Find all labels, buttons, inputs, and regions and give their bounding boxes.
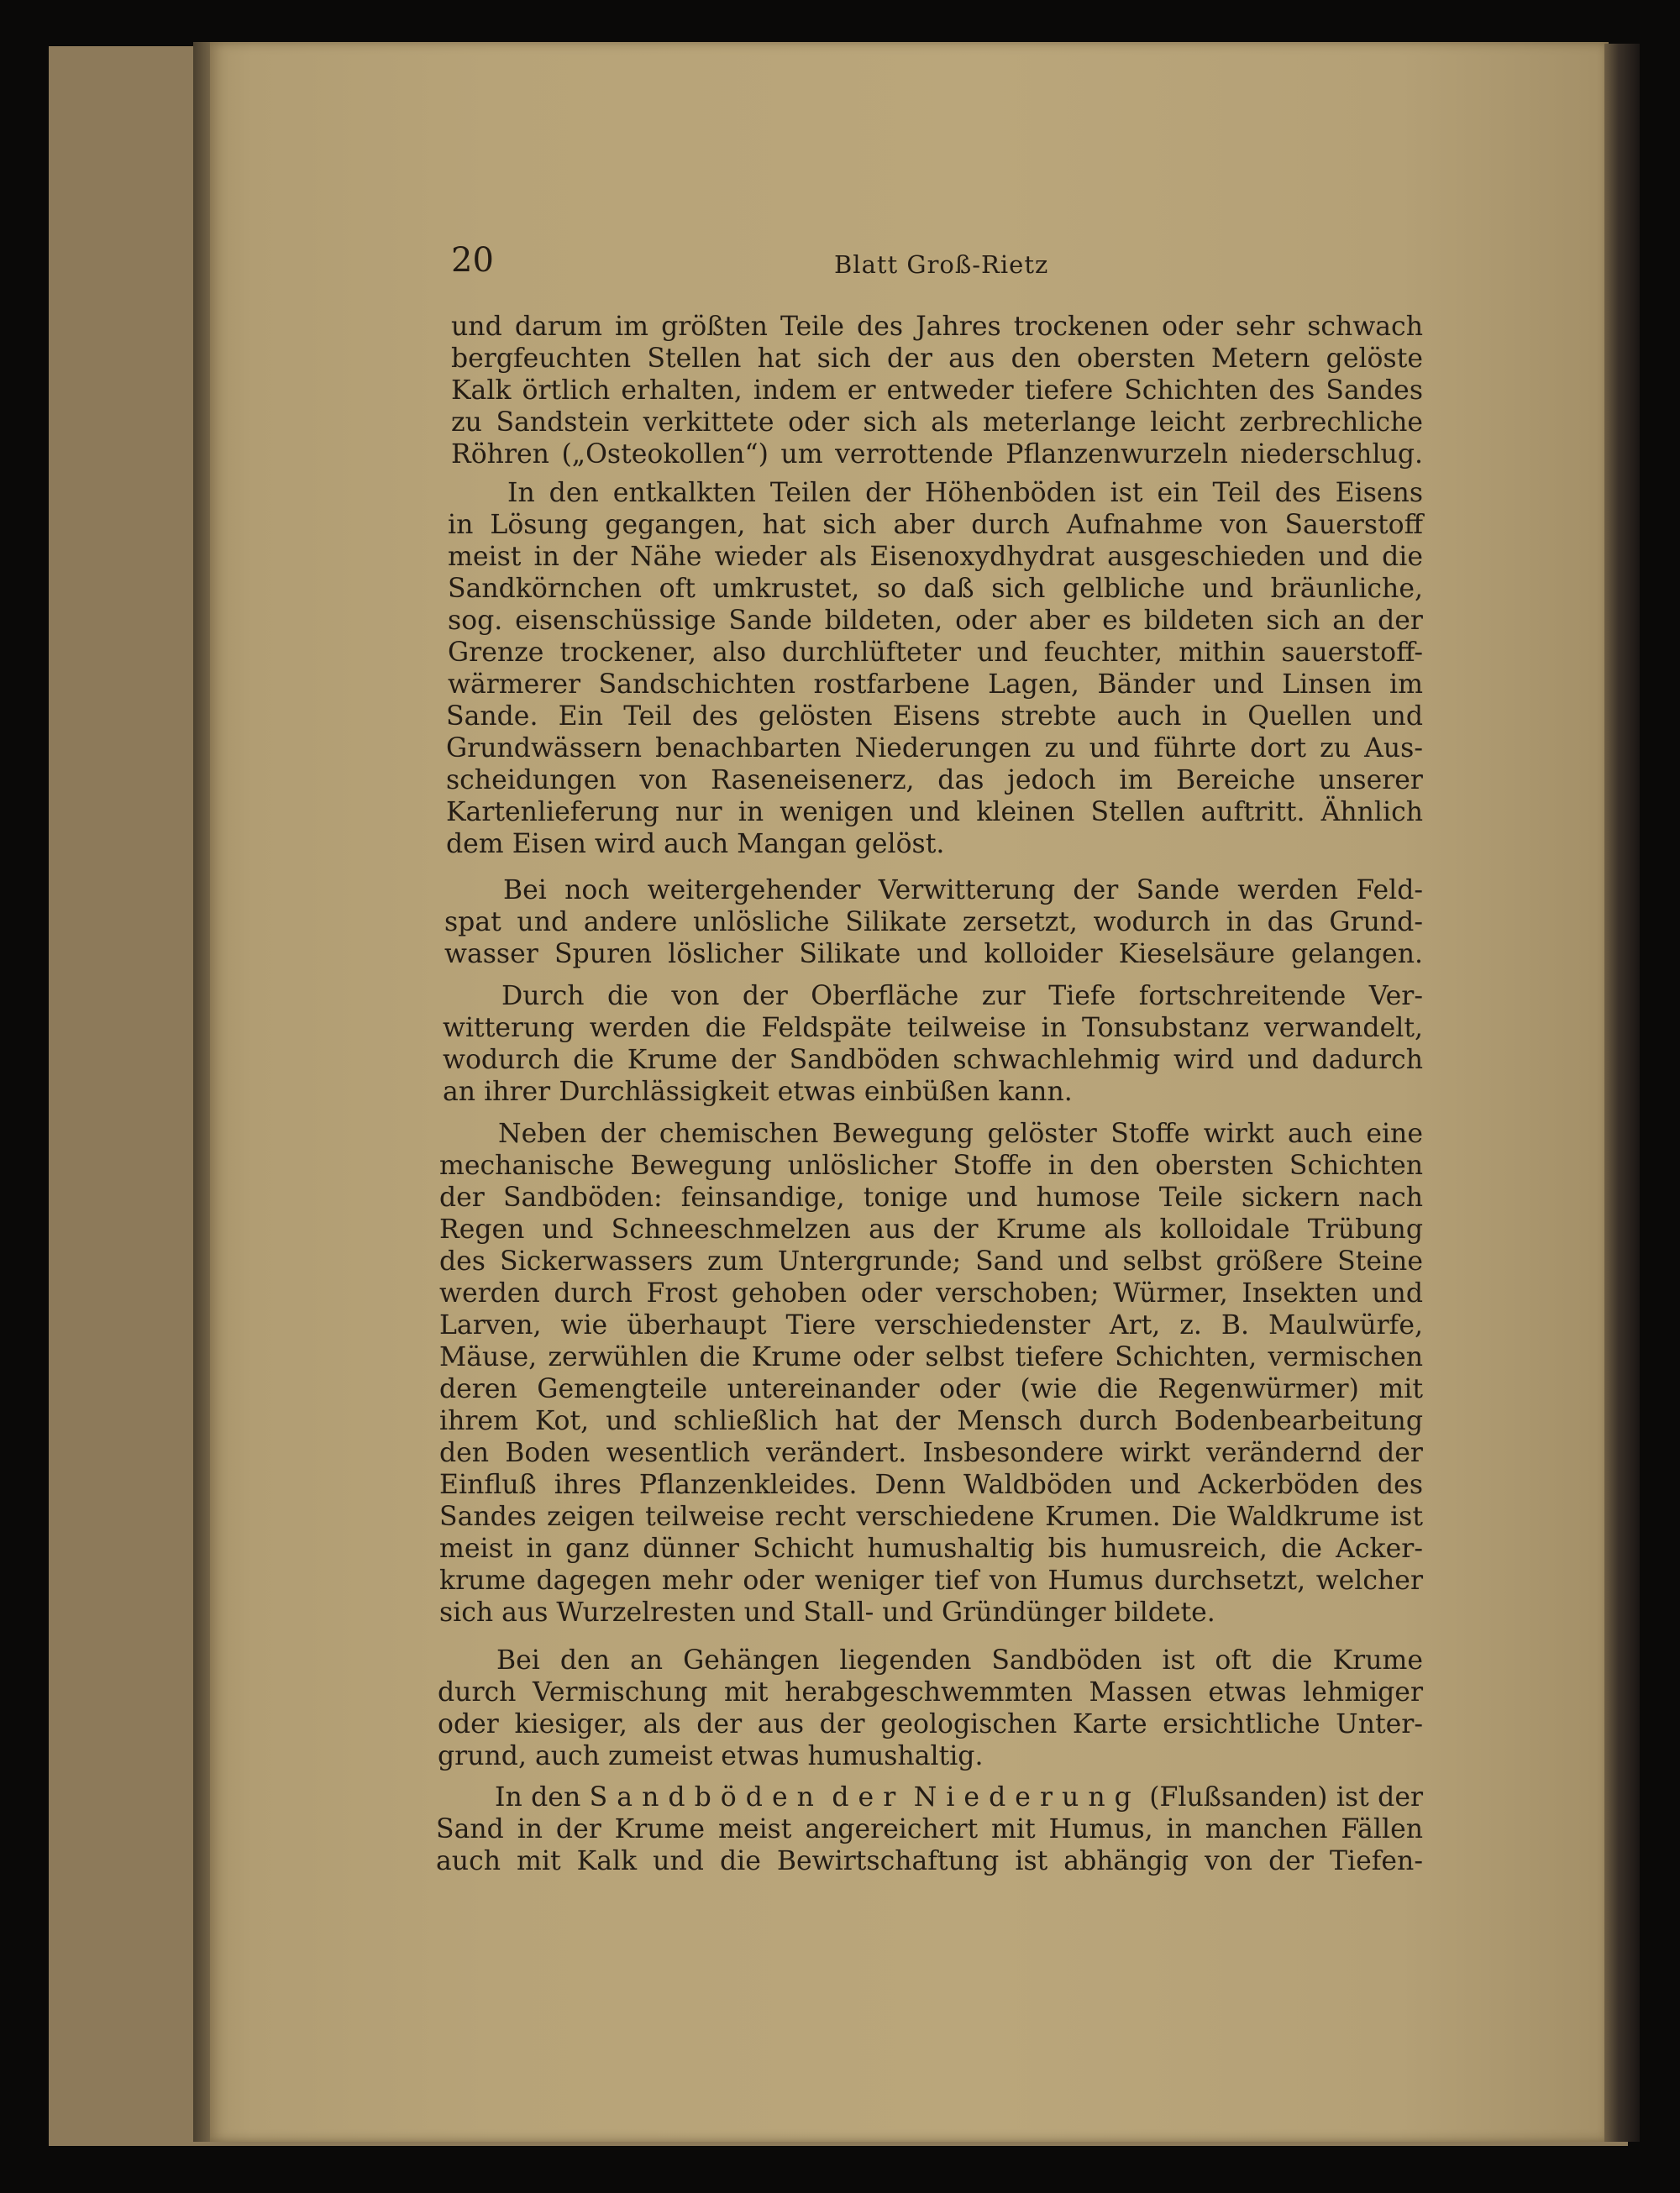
text-line: Sand in der Krume meist angereichert mit Humus, in manchen Fällen [436, 1814, 1423, 1844]
running-title: Blatt Groß-Rietz [834, 250, 1049, 279]
text-line: der Sandböden: feinsandige, tonige und humose Teile sickern nach [439, 1183, 1423, 1213]
spaced-term: der [832, 1782, 906, 1813]
text-line: krume dagegen mehr oder weniger tief von Humus durchsetzt, welcher [439, 1566, 1423, 1596]
text-line: an ihrer Durchlässigkeit etwas einbüßen kann. [443, 1077, 1073, 1107]
text-line: Larven, wie überhaupt Tiere verschiedenster Art, z. B. Maulwürfe, [439, 1310, 1423, 1340]
text-line: des Sickerwassers zum Untergrunde; Sand und selbst größere Steine [439, 1246, 1423, 1277]
text-line: Regen und Schneeschmelzen aus der Krume als kolloidale Trübung [439, 1215, 1423, 1245]
text-line: wodurch die Krume der Sandböden schwachlehmig wird und dadurch [443, 1045, 1423, 1075]
text-line-first-final [495, 1782, 1423, 1813]
text-line: den Boden wesentlich verändert. Insbesondere wirkt verändernd der [439, 1438, 1423, 1468]
text-line: Durch die von der Oberfläche zur Tiefe fortschreitende Ver- [501, 981, 1423, 1011]
text-line: In den entkalkten Teilen der Höhenböden ist ein Teil des Eisens [507, 478, 1423, 508]
text-line: meist in der Nähe wieder als Eisenoxydhydrat ausgeschieden und die [448, 542, 1423, 572]
text-line: und darum im größten Teile des Jahres trockenen oder sehr schwach [451, 312, 1423, 342]
text-fragment: (Flußsanden) ist der [1149, 1782, 1424, 1813]
text-line: Sandes zeigen teilweise recht verschiedene Krumen. Die Waldkrume ist [439, 1502, 1423, 1532]
text-line: Bei den an Gehängen liegenden Sandböden ist oft die Krume [496, 1645, 1423, 1676]
text-line: mechanische Bewegung unlöslicher Stoffe in den obersten Schichten [439, 1151, 1423, 1181]
text-line: Mäuse, zerwühlen die Krume oder selbst tiefere Schichten, vermischen [439, 1342, 1423, 1372]
text-line: sich aus Wurzelresten und Stall- und Gründünger bildete. [439, 1598, 1215, 1628]
text-line: wärmerer Sandschichten rostfarbene Lagen, Bänder und Linsen im [448, 669, 1423, 700]
text-line: meist in ganz dünner Schicht humushaltig bis humusreich, die Acker- [439, 1534, 1423, 1564]
text-line: Röhren („Osteokollen“) um verrottende Pflanzenwurzeln niederschlug. [451, 439, 1423, 470]
text-line: Sande. Ein Teil des gelösten Eisens strebte auch in Quellen und [446, 701, 1423, 732]
text-line: wasser Spuren löslicher Silikate und kolloider Kieselsäure gelangen. [444, 939, 1423, 969]
spaced-term: Niederung [913, 1782, 1141, 1813]
text-line: Sandkörnchen oft umkrustet, so daß sich gelbliche und bräunliche, [448, 574, 1423, 604]
text-line: deren Gemengteile untereinander oder (wie die Regenwürmer) mit [439, 1374, 1423, 1404]
text-line: Einfluß ihres Pflanzenkleides. Denn Waldböden und Ackerböden des [439, 1470, 1423, 1500]
text-line: ihrem Kot, und schließlich hat der Mensch durch Bodenbearbeitung [439, 1406, 1423, 1436]
text-line: scheidungen von Raseneisenerz, das jedoch im Bereiche unserer [446, 765, 1423, 795]
text-line: zu Sandstein verkittete oder sich als meterlange leicht zerbrechliche [451, 407, 1423, 438]
page-number: 20 [451, 241, 494, 280]
text-line: Bei noch weitergehender Verwitterung der Sande werden Feld- [503, 875, 1423, 905]
text-line: Kartenlieferung nur in wenigen und kleinen Stellen auftritt. Ähnlich [446, 797, 1423, 827]
text-fragment: In den [495, 1782, 581, 1813]
spaced-term: Sandböden [589, 1782, 823, 1813]
text-line: Kalk örtlich erhalten, indem er entweder tiefere Schichten des Sandes [451, 375, 1423, 406]
text-line: witterung werden die Feldspäte teilweise in Tonsubstanz verwandelt, [443, 1013, 1423, 1043]
text-line: werden durch Frost gehoben oder verschoben; Würmer, Insekten und [439, 1278, 1423, 1309]
text-line: spat und andere unlösliche Silikate zersetzt, wodurch in das Grund- [444, 907, 1423, 937]
text-line: bergfeuchten Stellen hat sich der aus den obersten Metern gelöste [451, 344, 1423, 374]
text-line: durch Vermischung mit herabgeschwemmten Massen etwas lehmiger [438, 1677, 1423, 1708]
text-line: in Lösung gegangen, hat sich aber durch Aufnahme von Sauerstoff [448, 510, 1423, 540]
text-line: sog. eisenschüssige Sande bildeten, oder aber es bildeten sich an der [448, 606, 1423, 636]
text-line: Neben der chemischen Bewegung gelöster Stoffe wirkt auch eine [498, 1119, 1423, 1149]
text-line: Grenze trockener, also durchlüfteter und feuchter, mithin sauerstoff- [448, 637, 1423, 668]
text-line: dem Eisen wird auch Mangan gelöst. [446, 829, 945, 859]
text-line: oder kiesiger, als der aus der geologischen Karte ersichtliche Unter- [438, 1709, 1423, 1739]
text-line: grund, auch zumeist etwas humushaltig. [438, 1741, 984, 1771]
text-line: auch mit Kalk und die Bewirtschaftung ist abhängig von der Tiefen- [436, 1846, 1423, 1876]
text-line: Grundwässern benachbarten Niederungen zu und führte dort zu Aus- [446, 733, 1423, 763]
